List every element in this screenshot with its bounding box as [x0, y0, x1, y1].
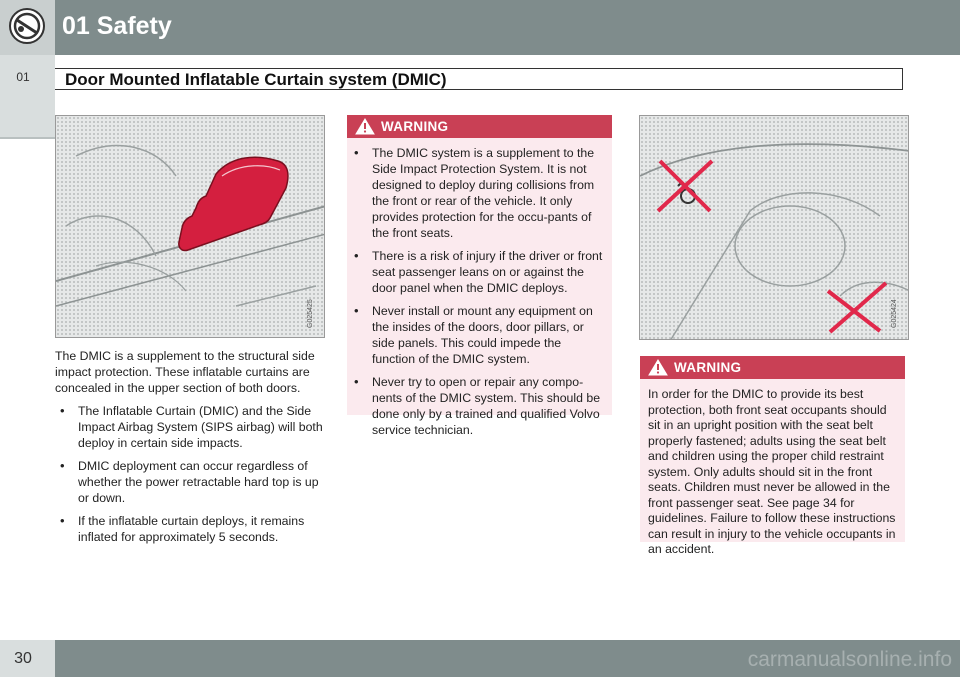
left-bullet-list: [55, 403, 323, 552]
warning-header: [640, 356, 905, 379]
dont-mount-equipment-illustration: [639, 115, 909, 340]
warning-box-right: [640, 356, 905, 556]
car-interior-drawing: [640, 116, 909, 340]
warning-triangle-icon: [355, 118, 375, 135]
warning-label: WARNING: [381, 119, 449, 134]
illustration-code-right: G025424: [891, 299, 898, 328]
dmic-door-illustration: [55, 115, 325, 338]
list-item: • Never install or mount any equipment on the insides of the doors, door pillars, or side panels. This could impede the function of the DMIC system.: [349, 303, 604, 367]
page-number: 30: [14, 650, 32, 667]
warning-label: WARNING: [674, 360, 742, 375]
watermark: carmanualsonline.info: [747, 648, 952, 671]
list-item: • DMIC deployment can occur regardless of whether the power retractable hard top is up or down.: [55, 458, 323, 506]
safety-logo: [0, 0, 55, 55]
chapter-title: 01 Safety: [62, 12, 172, 40]
warning-body: [640, 379, 905, 566]
chapter-tab-label: 01: [16, 70, 30, 84]
seat-belt-warning-icon: [0, 0, 55, 55]
intro-paragraph: The DMIC is a supplement to the structural side impact protection. These inflatable curtains are concealed in the upper section of both doors.: [55, 349, 315, 395]
door-curtain-drawing: [56, 116, 325, 338]
warning-paragraph: In order for the DMIC to provide its best protection, both front seat occupants should sit in an upright position with the seat belt properly fastened; adults using the seat belt and children using the proper child restraint system. Only adults should sit in the front seats. Children must never be allowed in the front passenger seat. See page 34 for guidelines. Failure to follow these instructions can result in injury to the vehicle occupants in an accident.: [648, 387, 896, 556]
list-item: • The DMIC system is a supplement to the Side Impact Protection System. It is not designed to deploy during collisions from the front or rear of the vehicle. It only provides protection for the occu-pants of the front seats.: [349, 145, 604, 241]
section-title: Door Mounted Inflatable Curtain system (DMIC): [65, 70, 447, 89]
warning-box-middle: [347, 115, 612, 437]
illustration-code-left: G025425: [307, 299, 314, 328]
section-title-box: [55, 68, 903, 90]
warning-triangle-icon: [648, 359, 668, 376]
list-item: • If the inflatable curtain deploys, it remains inflated for approximately 5 seconds.: [55, 513, 323, 545]
list-item: • The Inflatable Curtain (DMIC) and the Side Impact Airbag System (SIPS airbag) will both deploy in certain side impacts.: [55, 403, 323, 451]
list-item: • Never try to open or repair any compo-nents of the DMIC system. This should be done only by a trained and qualified Volvo service technician.: [349, 374, 604, 438]
warning-header: [347, 115, 612, 138]
list-item: • There is a risk of injury if the driver or front seat passenger leans on or against the door panel when the DMIC deploys.: [349, 248, 604, 296]
warning-bullet-list: [347, 138, 612, 438]
airbag-curtain-shape: [179, 157, 288, 250]
chapter-side-tab: [0, 55, 55, 139]
